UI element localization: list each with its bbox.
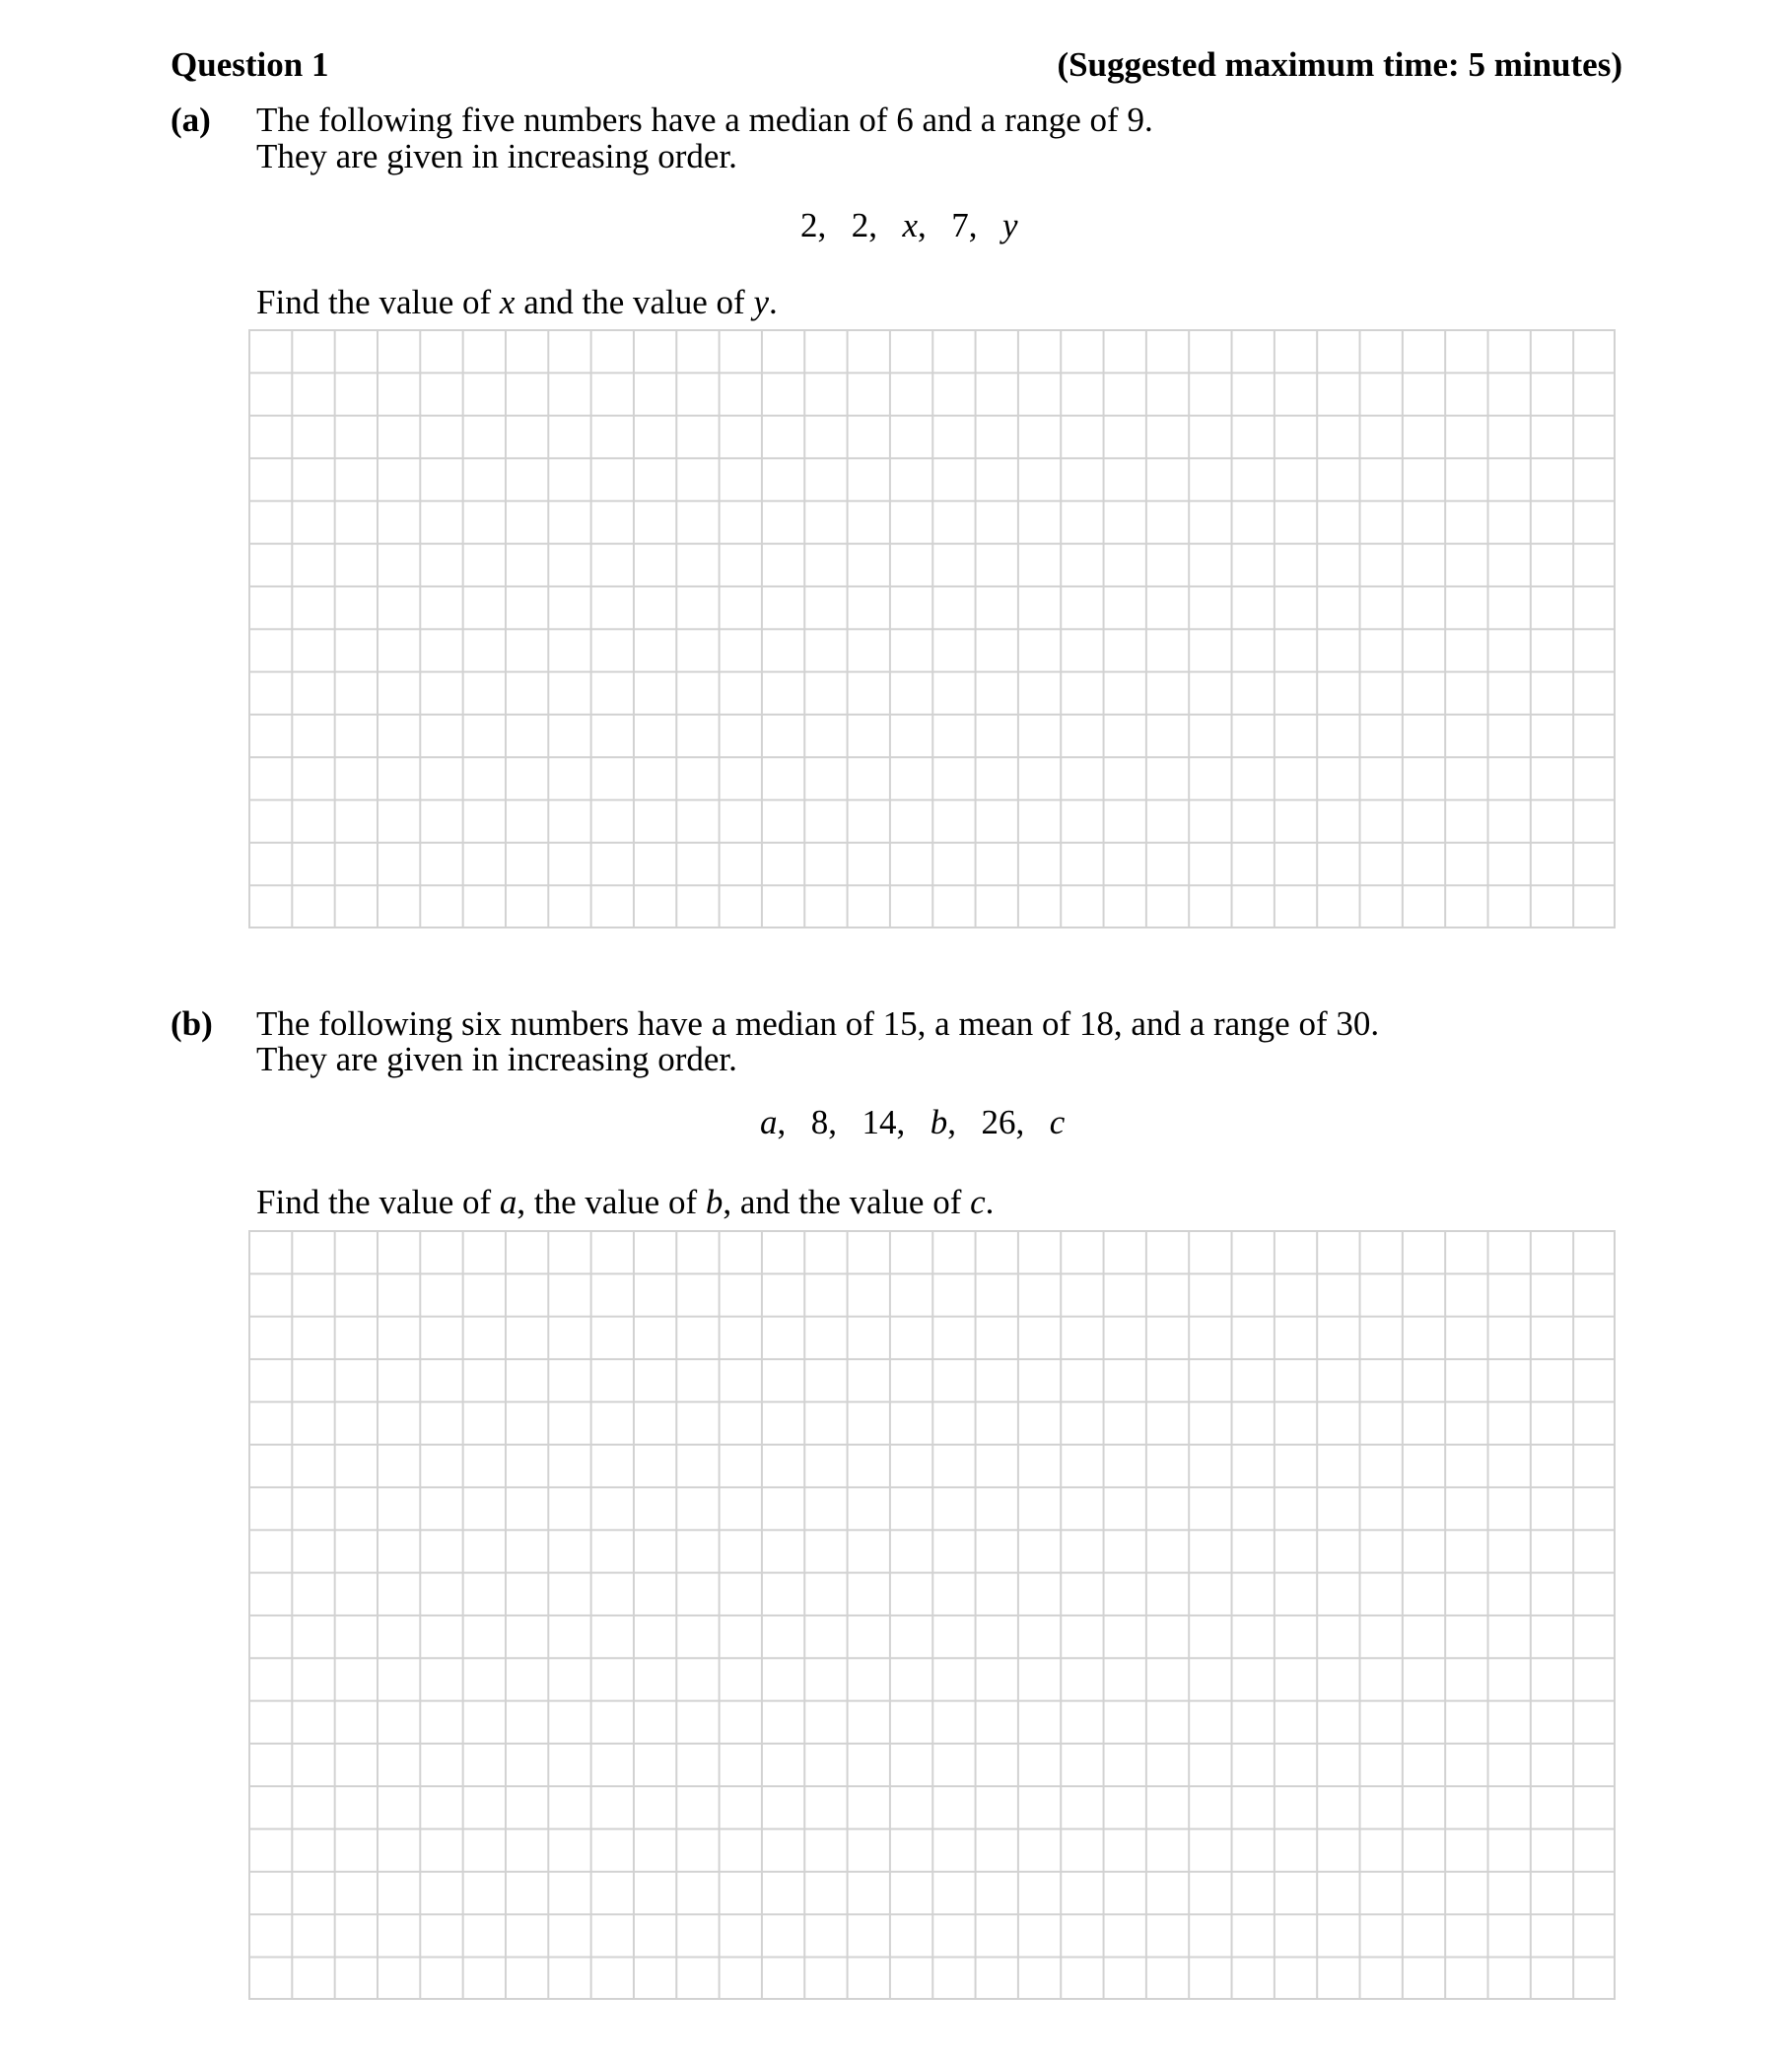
instruction-variable: y xyxy=(753,283,769,321)
part-a-statement-line2: They are given in increasing order. xyxy=(256,137,737,175)
instruction-text: Find the value of xyxy=(256,283,500,321)
instruction-text: Find the value of xyxy=(256,1183,500,1221)
part-a-answer-grid[interactable] xyxy=(248,329,1616,928)
suggested-time-note: (Suggested maximum time: 5 minutes) xyxy=(1057,45,1622,84)
instruction-text: . xyxy=(985,1183,995,1221)
seq-variable-b: b xyxy=(930,1103,948,1141)
seq-variable-c: c xyxy=(1049,1103,1066,1141)
instruction-variable: a xyxy=(499,1183,517,1221)
seq-item: 26 xyxy=(981,1103,1016,1141)
part-a-label: (a) xyxy=(171,101,211,139)
seq-item: 7 xyxy=(951,206,969,244)
question-title: Question 1 xyxy=(171,45,329,84)
seq-item: 14 xyxy=(862,1103,897,1141)
instruction-text: . xyxy=(769,283,778,321)
instruction-text: , the value of xyxy=(517,1183,706,1221)
part-b-label: (b) xyxy=(171,1004,213,1043)
instruction-variable: b xyxy=(705,1183,724,1221)
part-a-instruction xyxy=(256,285,778,319)
seq-item: 2 xyxy=(851,206,869,244)
part-a-statement-line1: The following five numbers have a median of 6 and a range of 9. xyxy=(256,101,1153,139)
seq-variable-a: a xyxy=(760,1103,778,1141)
instruction-text: and the value of xyxy=(515,283,754,321)
part-b-instruction xyxy=(256,1185,994,1219)
part-b-statement-line1: The following six numbers have a median of 15, a mean of 18, and a range of 30. xyxy=(256,1004,1380,1043)
instruction-variable: x xyxy=(499,283,516,321)
part-a-number-sequence: 2, 2, x, 7, y xyxy=(800,206,1018,244)
seq-item: 8 xyxy=(810,1103,829,1141)
instruction-variable: c xyxy=(970,1183,986,1221)
part-b-number-sequence: a, 8, 14, b, 26, c xyxy=(760,1103,1066,1141)
part-b-statement-line2: They are given in increasing order. xyxy=(256,1040,737,1078)
seq-item: 2 xyxy=(800,206,818,244)
seq-variable-y: y xyxy=(1002,206,1018,244)
instruction-text: , and the value of xyxy=(723,1183,971,1221)
seq-variable-x: x xyxy=(902,206,919,244)
part-b-answer-grid[interactable] xyxy=(248,1230,1616,2000)
